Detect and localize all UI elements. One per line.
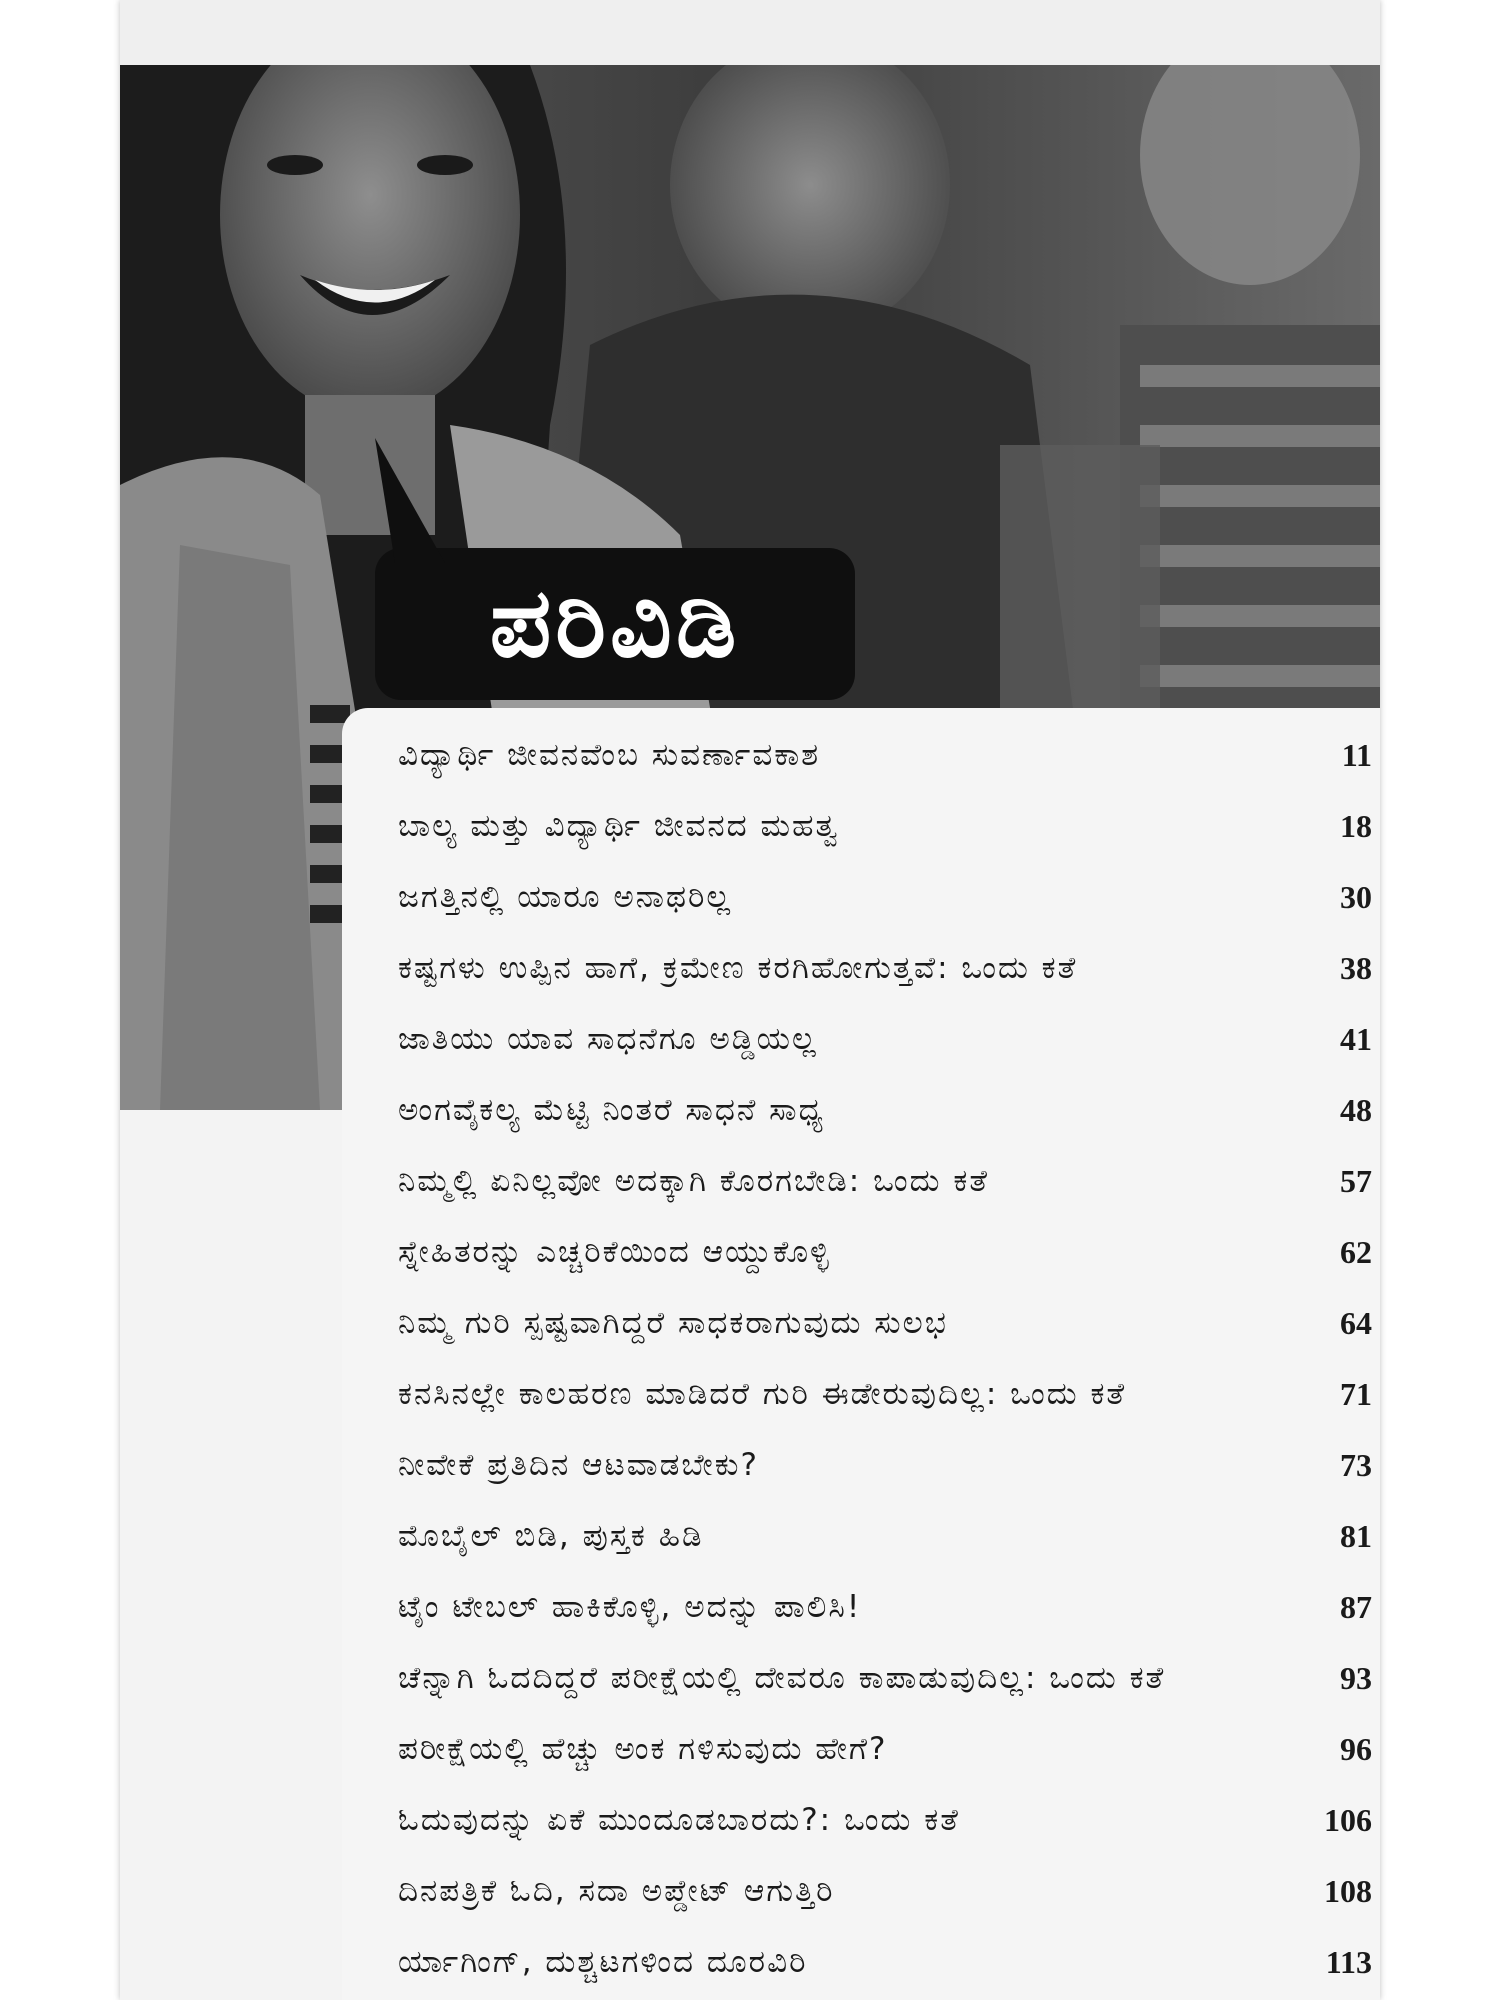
toc-entry-page: 108 <box>1324 1873 1372 1909</box>
toc-entry-title: ದಿನಪತ್ರಿಕೆ ಓದಿ, ಸದಾ ಅಪ್ಡೇಟ್ ಆಗುತ್ತಿರಿ <box>398 1873 835 1909</box>
toc-entry <box>398 1785 1380 1856</box>
toc-entry-page: 93 <box>1340 1660 1372 1696</box>
toc-entry-title: ಟೈಂ ಟೇಬಲ್ ಹಾಕಿಕೊಳ್ಳಿ, ಅದನ್ನು ಪಾಲಿಸಿ! <box>398 1589 862 1625</box>
toc-entry-page: 113 <box>1325 1944 1372 1980</box>
toc-entry-title: ಜಗತ್ತಿನಲ್ಲಿ ಯಾರೂ ಅನಾಥರಿಲ್ಲ <box>398 879 733 915</box>
toc-entry <box>398 1288 1380 1359</box>
toc-entry-title: ಅಂಗವೈಕಲ್ಯ ಮೆಟ್ಟಿ ನಿಂತರೆ ಸಾಧನೆ ಸಾಧ್ಯ <box>398 1092 825 1128</box>
toc-entry-page: 30 <box>1340 879 1372 915</box>
toc-entry-title: ಮೊಬೈಲ್ ಬಿಡಿ, ಪುಸ್ತಕ ಹಿಡಿ <box>398 1518 704 1554</box>
toc-entry <box>398 1714 1380 1785</box>
toc-entry-title: ನಿಮ್ಮ ಗುರಿ ಸ್ಪಷ್ಟವಾಗಿದ್ದರೆ ಸಾಧಕರಾಗುವುದು ಸುಲಭ <box>398 1305 948 1341</box>
toc-entry <box>398 862 1380 933</box>
toc-entry <box>398 1572 1380 1643</box>
toc-entry-page: 48 <box>1340 1092 1372 1128</box>
toc-entry-page: 81 <box>1340 1518 1372 1554</box>
toc-entry <box>398 1004 1380 1075</box>
toc-entry <box>398 1927 1380 1998</box>
toc-entry-title: ಕನಸಿನಲ್ಲೇ ಕಾಲಹರಣ ಮಾಡಿದರೆ ಗುರಿ ಈಡೇರುವುದಿಲ್ಲ: ಒಂದು ಕತೆ <box>398 1376 1127 1412</box>
toc-entry-page: 96 <box>1340 1731 1372 1767</box>
heading-speech-bubble <box>375 548 855 700</box>
toc-entry-title: ಬಾಲ್ಯ ಮತ್ತು ವಿದ್ಯಾರ್ಥಿ ಜೀವನದ ಮಹತ್ವ <box>398 808 840 844</box>
toc-entry-title: ಜಾತಿಯು ಯಾವ ಸಾಧನೆಗೂ ಅಡ್ಡಿಯಲ್ಲ <box>398 1021 818 1057</box>
toc-entry-page: 106 <box>1324 1802 1372 1838</box>
toc-entry <box>398 1359 1380 1430</box>
toc-entry-title: ನಿಮ್ಮಲ್ಲಿ ಏನಿಲ್ಲವೋ ಅದಕ್ಕಾಗಿ ಕೊರಗಬೇಡಿ: ಒಂದು ಕತೆ <box>398 1163 990 1199</box>
toc-entry <box>398 1856 1380 1927</box>
toc-entry <box>398 1430 1380 1501</box>
toc-entry-page: 64 <box>1340 1305 1372 1341</box>
toc-entry-title: ಕಷ್ಟಗಳು ಉಪ್ಪಿನ ಹಾಗೆ, ಕ್ರಮೇಣ ಕರಗಿಹೋಗುತ್ತವೆ: ಒಂದು ಕತೆ <box>398 950 1078 986</box>
toc-entry-page: 18 <box>1340 808 1372 844</box>
toc-entry <box>398 1217 1380 1288</box>
page-top-margin <box>120 0 1380 65</box>
table-of-contents <box>398 720 1380 1998</box>
toc-entry-title: ಪರೀಕ್ಷೆಯಲ್ಲಿ ಹೆಚ್ಚು ಅಂಕ ಗಳಿಸುವುದು ಹೇಗೆ? <box>398 1731 888 1767</box>
toc-entry <box>398 933 1380 1004</box>
toc-entry <box>398 1075 1380 1146</box>
toc-entry <box>398 1643 1380 1714</box>
toc-entry-title: ರ್ಯಾಗಿಂಗ್, ದುಶ್ಚಟಗಳಿಂದ ದೂರವಿರಿ <box>398 1944 808 1980</box>
toc-entry-page: 71 <box>1340 1376 1372 1412</box>
toc-entry <box>398 720 1380 791</box>
toc-entry-page: 57 <box>1340 1163 1372 1199</box>
toc-entry-page: 41 <box>1340 1021 1372 1057</box>
page-title: ಪರಿವಿಡಿ <box>489 567 741 679</box>
toc-entry-page: 38 <box>1340 950 1372 986</box>
toc-entry-title: ಸ್ನೇಹಿತರನ್ನು ಎಚ್ಚರಿಕೆಯಿಂದ ಆಯ್ದುಕೊಳ್ಳಿ <box>398 1234 831 1270</box>
toc-entry-page: 87 <box>1340 1589 1372 1625</box>
toc-entry-title: ಓದುವುದನ್ನು ಏಕೆ ಮುಂದೂಡಬಾರದು?: ಒಂದು ಕತೆ <box>398 1802 960 1838</box>
toc-entry <box>398 791 1380 862</box>
toc-entry-page: 73 <box>1340 1447 1372 1483</box>
toc-entry <box>398 1501 1380 1572</box>
toc-entry-title: ಚೆನ್ನಾಗಿ ಓದದಿದ್ದರೆ ಪರೀಕ್ಷೆಯಲ್ಲಿ ದೇವರೂ ಕಾಪಾಡುವುದಿಲ್ಲ: ಒಂದು ಕತೆ <box>398 1660 1166 1696</box>
toc-entry-title: ವಿದ್ಯಾರ್ಥಿ ಜೀವನವೆಂಬ ಸುವರ್ಣಾವಕಾಶ <box>398 737 821 773</box>
book-page <box>120 0 1380 2000</box>
toc-entry-page: 62 <box>1340 1234 1372 1270</box>
toc-entry-title: ನೀವೇಕೆ ಪ್ರತಿದಿನ ಆಟವಾಡಬೇಕು? <box>398 1447 759 1483</box>
toc-entry-page: 11 <box>1341 737 1372 773</box>
toc-entry <box>398 1146 1380 1217</box>
